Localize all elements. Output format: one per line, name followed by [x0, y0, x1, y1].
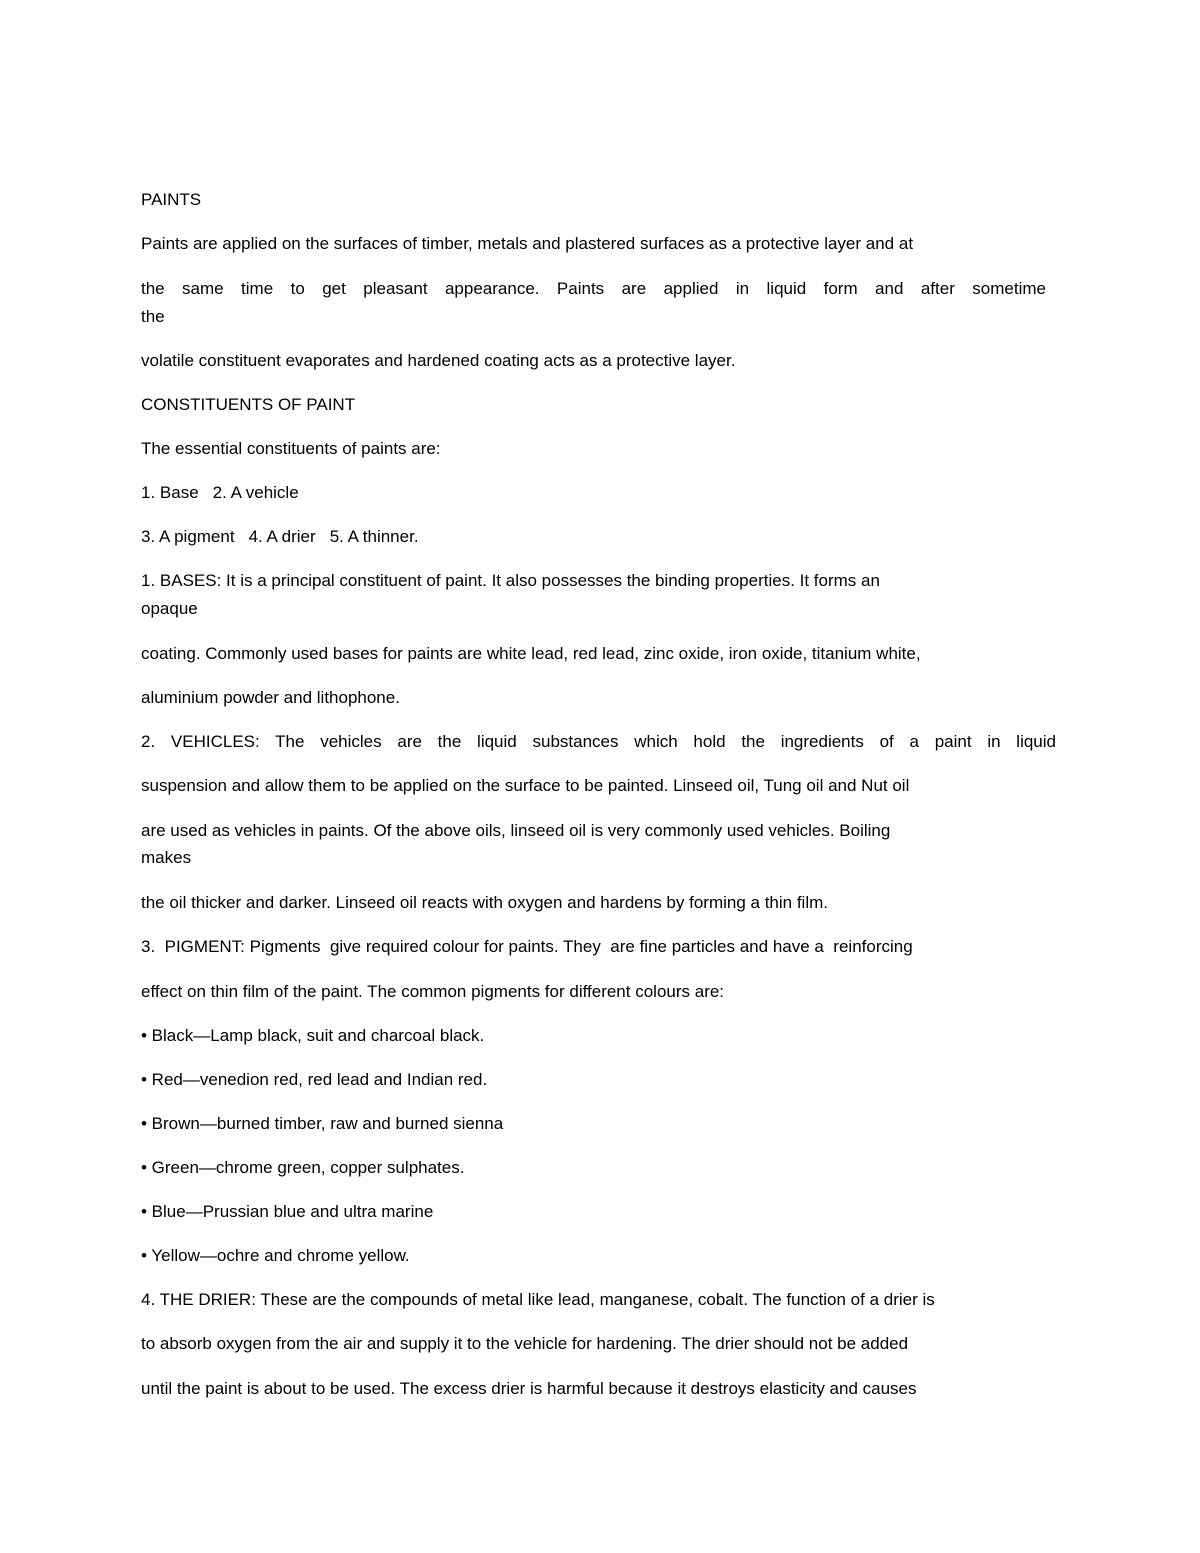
- drier-line-2: to absorb oxygen from the air and supply it to the vehicle for hardening. The drier should not be added: [141, 1334, 909, 1353]
- pigment-list-item: • Red—venedion red, red lead and Indian red.: [141, 1070, 488, 1089]
- pigment-list-item: • Brown—burned timber, raw and burned sienna: [141, 1114, 504, 1133]
- pigment-line-1: 3. PIGMENT: Pigments give required colour for paints. They are fine particles and have a reinforcing: [141, 937, 913, 956]
- list-item-pigment: 3. A pigment: [141, 527, 235, 546]
- bases-line-2: coating. Commonly used bases for paints are white lead, red lead, zinc oxide, iron oxide, titanium white,: [141, 644, 921, 663]
- vehicles-line-2: suspension and allow them to be applied on the surface to be painted. Linseed oil, Tung oil and Nut oil: [141, 776, 910, 795]
- intro-line-2b: the: [141, 307, 165, 326]
- constituents-heading: CONSTITUENTS OF PAINT: [141, 395, 356, 414]
- pigment-list-item: • Blue—Prussian blue and ultra marine: [141, 1202, 434, 1221]
- bases-line-3: aluminium powder and lithophone.: [141, 688, 400, 707]
- drier-line-3: until the paint is about to be used. The excess drier is harmful because it destroys elasticity and causes: [141, 1379, 917, 1398]
- list-item-vehicle: 2. A vehicle: [212, 483, 299, 502]
- intro-line-2: the same time to get pleasant appearance. Paints are applied in liquid form and after sometime: [141, 279, 1046, 298]
- pigment-list-item: • Green—chrome green, copper sulphates.: [141, 1158, 465, 1177]
- constituents-intro: The essential constituents of paints are:: [141, 439, 441, 458]
- vehicles-line-3: are used as vehicles in paints. Of the above oils, linseed oil is very commonly used vehicles. Boiling: [141, 821, 891, 840]
- list-item-thinner: 5. A thinner.: [329, 527, 419, 546]
- vehicles-line-3b: makes: [141, 848, 192, 867]
- drier-line-1: 4. THE DRIER: These are the compounds of metal like lead, manganese, cobalt. The function of a drier is: [141, 1290, 935, 1309]
- list-item-drier: 4. A drier: [248, 527, 316, 546]
- pigment-list-item: • Yellow—ochre and chrome yellow.: [141, 1246, 410, 1265]
- bases-line-1b: opaque: [141, 599, 198, 618]
- pigment-list-item: • Black—Lamp black, suit and charcoal black.: [141, 1026, 485, 1045]
- constituents-list-line-1: [141, 482, 299, 504]
- constituents-list-line-2: [141, 526, 419, 548]
- list-item-base: 1. Base: [141, 483, 199, 502]
- vehicles-line-1: 2. VEHICLES: The vehicles are the liquid substances which hold the ingredients of a paint in liquid: [141, 732, 1056, 751]
- bases-line-1: 1. BASES: It is a principal constituent of paint. It also possesses the binding properties. It forms an: [141, 571, 880, 590]
- document-title: PAINTS: [141, 190, 202, 209]
- pigment-line-2: effect on thin film of the paint. The common pigments for different colours are:: [141, 982, 725, 1001]
- vehicles-line-4: the oil thicker and darker. Linseed oil reacts with oxygen and hardens by forming a thin film.: [141, 893, 828, 912]
- intro-line-1: Paints are applied on the surfaces of timber, metals and plastered surfaces as a protective layer and at: [141, 234, 914, 253]
- intro-line-3: volatile constituent evaporates and hardened coating acts as a protective layer.: [141, 351, 736, 370]
